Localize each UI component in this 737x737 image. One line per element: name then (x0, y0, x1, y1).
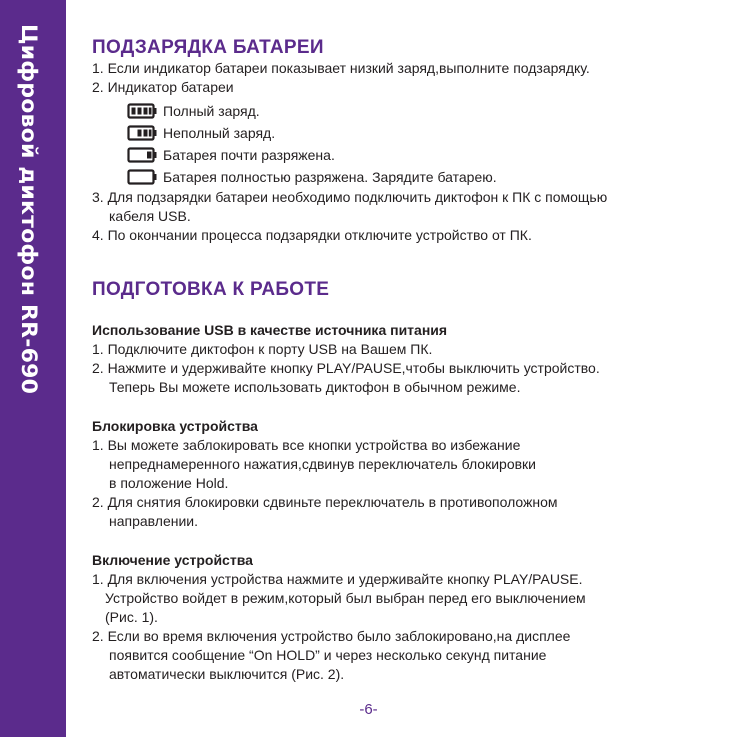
page-content (92, 37, 712, 684)
power-heading: Включение устройства (92, 552, 253, 568)
charging-section (92, 37, 712, 245)
battery-full-icon (127, 103, 157, 119)
usb-subsection (92, 321, 712, 397)
charging-item-2: 2. Индикатор батареи (92, 79, 234, 95)
page-number: -6- (359, 701, 378, 718)
power-step-1-cont: (Рис. 1). (105, 609, 158, 625)
battery-level-row (127, 101, 712, 121)
lock-step-2-cont: направлении. (109, 513, 199, 529)
lock-subsection (92, 417, 712, 531)
charging-item-3-cont: кабеля USB. (109, 208, 191, 224)
power-step-2-cont: автоматически выключится (Рис. 2). (109, 666, 345, 682)
battery-empty-icon (127, 169, 157, 185)
power-step-2-cont: появится сообщение “On HOLD” и через несколько секунд питание (109, 647, 547, 663)
usb-heading: Использование USB в качестве источника питания (92, 322, 448, 338)
sidebar (0, 0, 66, 737)
charging-item-3: 3. Для подзарядки батареи необходимо подключить диктофон к ПК с помощью (92, 189, 608, 205)
charging-item-4: 4. По окончании процесса подзарядки отключите устройство от ПК. (92, 227, 532, 243)
battery-level-label: Батарея полностью разряжена. Зарядите батарею. (163, 169, 497, 185)
usb-step-1: 1. Подключите диктофон к порту USB на Вашем ПК. (92, 341, 433, 357)
battery-level-label: Полный заряд. (163, 103, 260, 119)
power-step-1: 1. Для включения устройства нажмите и удерживайте кнопку PLAY/PAUSE. (92, 571, 583, 587)
battery-partial-icon (127, 125, 157, 141)
lock-step-1: 1. Вы можете заблокировать все кнопки устройства во избежание (92, 437, 521, 453)
lock-step-2: 2. Для снятия блокировки сдвиньте переключатель в противоположном (92, 494, 558, 510)
battery-level-row (127, 145, 712, 165)
battery-level-row (127, 123, 712, 143)
charging-title: ПОДЗАРЯДКА БАТАРЕИ (92, 37, 324, 58)
charging-item-1: 1. Если индикатор батареи показывает низкий заряд,выполните подзарядку. (92, 60, 590, 76)
power-subsection (92, 551, 712, 684)
usb-step-2: 2. Нажмите и удерживайте кнопку PLAY/PAUSE,чтобы выключить устройство. (92, 360, 600, 376)
preparation-title: ПОДГОТОВКА К РАБОТЕ (92, 279, 330, 300)
power-step-1-cont: Устройство войдет в режим,который был выбран перед его выключением (105, 590, 586, 606)
preparation-section (92, 279, 712, 684)
lock-step-1-cont: непреднамеренного нажатия,сдвинув переключатель блокировки (109, 456, 536, 472)
sidebar-title: Цифровой диктофон RR-690 (16, 24, 40, 395)
power-step-2: 2. Если во время включения устройство было заблокировано,на дисплее (92, 628, 571, 644)
battery-level-label: Неполный заряд. (163, 125, 276, 141)
battery-level-label: Батарея почти разряжена. (163, 147, 335, 163)
lock-heading: Блокировка устройства (92, 418, 258, 434)
battery-level-row (127, 167, 712, 187)
lock-step-1-cont: в положение Hold. (109, 475, 229, 491)
battery-low-icon (127, 147, 157, 163)
usb-step-2-cont: Теперь Вы можете использовать диктофон в обычном режиме. (109, 379, 521, 395)
